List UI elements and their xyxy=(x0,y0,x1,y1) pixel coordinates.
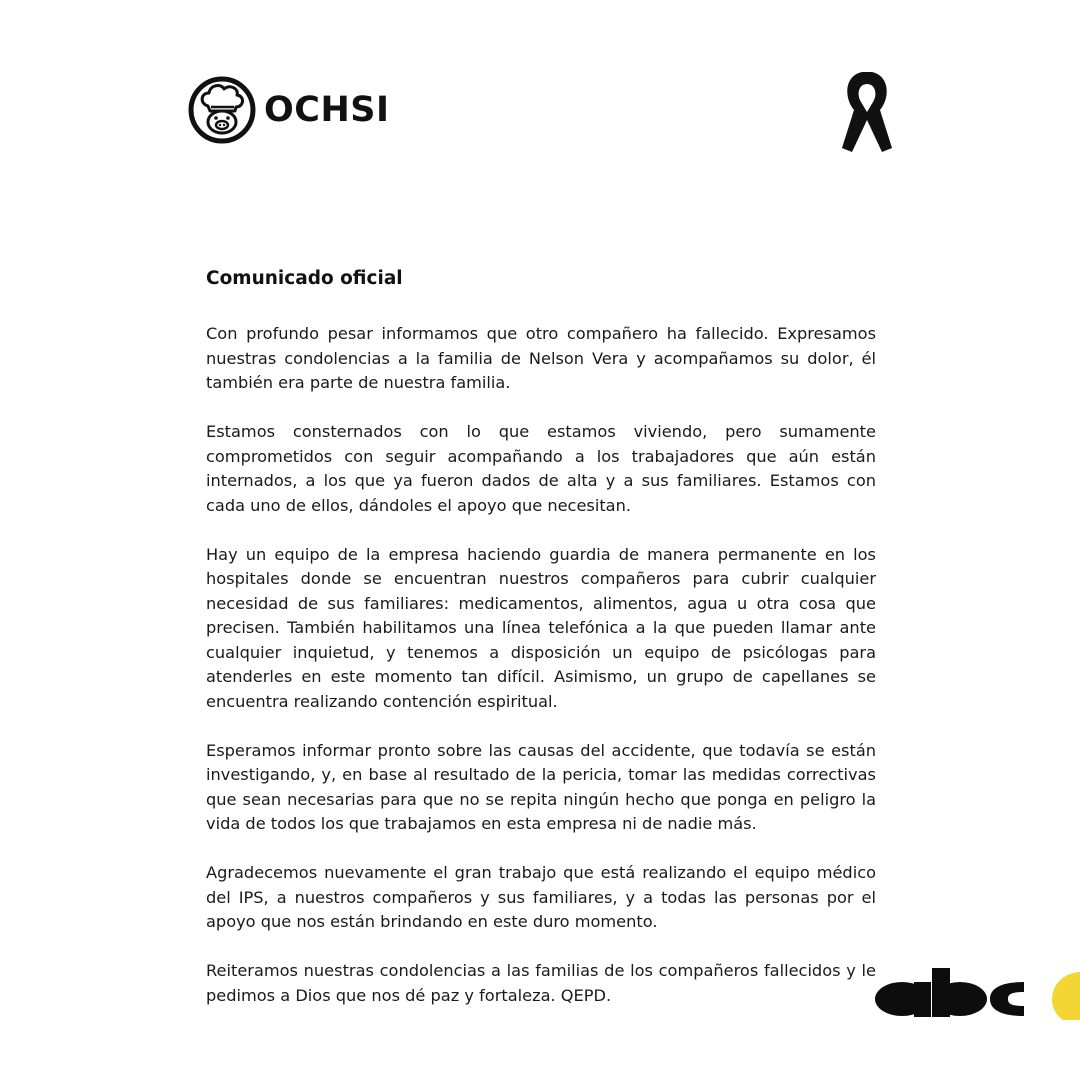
statement xyxy=(206,266,876,1033)
statement-paragraph: Reiteramos nuestras condolencias a las familias de los compañeros fallecidos y le pedimos a Dios que nos dé paz y fortaleza. QEPD. xyxy=(206,961,876,1005)
statement-paragraph: Agradecemos nuevamente el gran trabajo que está realizando el equipo médico del IPS, a nuestros compañeros y sus familiares, y a todas las personas por el apoyo que nos están brindando en este duro momento. xyxy=(206,863,876,931)
statement-paragraph: Estamos consternados con lo que estamos viviendo, pero sumamente comprometidos con seguir acompañando a los trabajadores que aún están internados, a los que ya fueron dados de alta y a sus familiares. Estamos con cada uno de ellos, dándoles el apoyo que necesitan. xyxy=(206,422,876,515)
ochsi-logo xyxy=(188,76,389,144)
abc-logo xyxy=(874,966,1080,1020)
statement-paragraph: Con profundo pesar informamos que otro compañero ha fallecido. Expresamos nuestras condolencias a la familia de Nelson Vera y acompañamos su dolor, él también era parte de nuestra familia. xyxy=(206,324,876,392)
black-ribbon-icon xyxy=(840,68,894,154)
statement-title: Comunicado oficial xyxy=(206,268,403,289)
statement-paragraph: Esperamos informar pronto sobre las causas del accidente, que todavía se están investigando, y, en base al resultado de la pericia, tomar las medidas correctivas que sean necesarias para que no se repita ningún hecho que ponga en peligro la vida de todos los que trabajamos en esta empresa ni de nadie más. xyxy=(206,740,876,833)
statement-paragraph: Hay un equipo de la empresa haciendo guardia de manera permanente en los hospitales donde se encuentran nuestros compañeros para cubrir cualquier necesidad de sus familiares: medicamentos, alimentos, agua u otra cosa que precisen. También habilitamos una línea telefónica a la que pueden llamar ante cualquier inquietud, y tenemos a disposición un equipo de psicólogas para atenderles en este momento tan difícil. Asimismo, un grupo de capellanes se encuentra realizando contención espiritual. xyxy=(206,544,876,711)
brand-name: OCHSI xyxy=(264,90,390,130)
chef-pig-icon xyxy=(188,76,256,144)
